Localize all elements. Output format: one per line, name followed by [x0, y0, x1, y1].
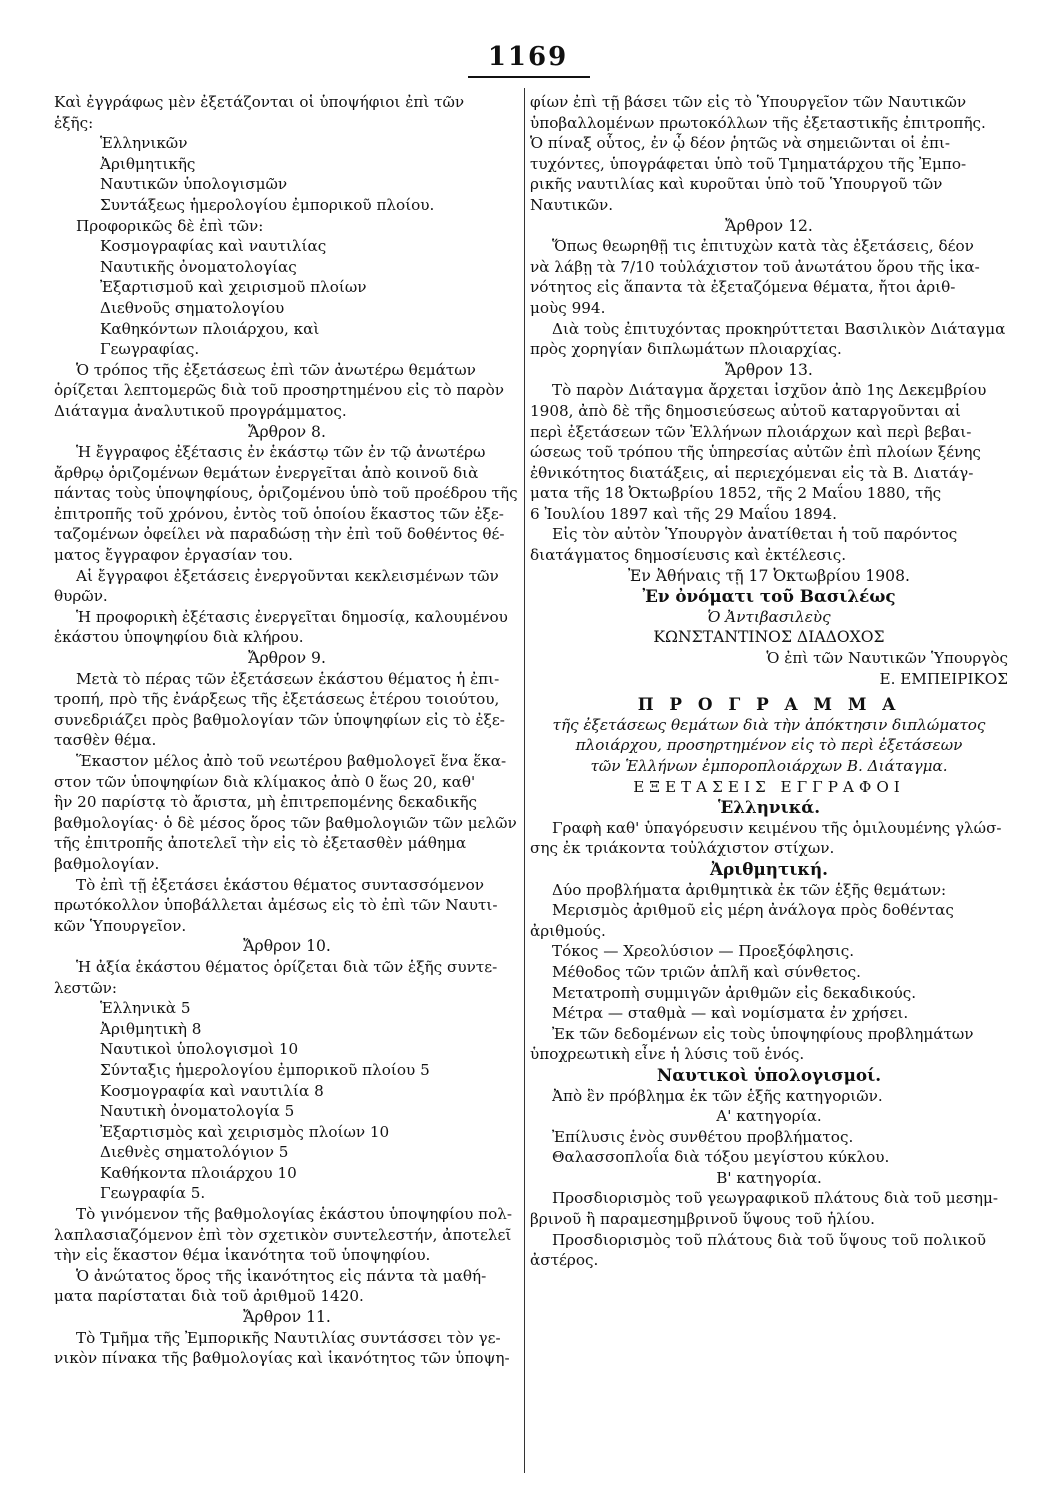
left-column-line: Ὁ τρόπος τῆς ἐξετάσεως ἐπὶ τῶν ἀνωτέρω θεμάτων — [76, 360, 476, 379]
left-column-line: ἑκάστου ὑποψηφίου διὰ κλήρου. — [54, 628, 304, 647]
right-column-line: 1908, ἀπὸ δὲ τῆς δημοσιεύσεως αὐτοῦ καταργοῦνται αἱ — [530, 401, 961, 420]
right-column-line: Μέτρα — σταθμὰ — καὶ νομίσματα ἐν χρήσει. — [552, 1004, 909, 1023]
left-column-line: Ἄρθρον 10. — [243, 937, 331, 956]
left-column-line: Ἐξαρτισμὸς καὶ χειρισμὸς πλοίων 10 — [100, 1122, 390, 1141]
right-column-line: Μερισμὸς ἀριθμοῦ εἰς μέρη ἀνάλογα πρὸς δοθέντας — [552, 901, 954, 920]
right-column-line: ἐθνικότητος διατάξεις, αἱ περιεχόμεναι εἰς τὰ Β. Διατάγ- — [530, 463, 974, 482]
left-column-line: Ἡ ἔγγραφος ἐξέτασις ἐν ἑκάστῳ τῶν ἐν τῷ ἀνωτέρω — [76, 443, 486, 462]
left-column-line: βαθμολογίας· ὁ δὲ μέσος ὅρος τῶν βαθμολογιῶν τῶν μελῶν — [54, 813, 517, 832]
left-column-line: λεστῶν: — [54, 978, 117, 997]
page-number-underline — [468, 76, 590, 78]
left-column-line: στον τῶν ὑποψηφίων διὰ κλίμακος ἀπὸ 0 ἕως 20, καθ' — [54, 772, 476, 791]
column-divider — [524, 88, 525, 1473]
left-column-line: ταζομένων ὀφείλει νὰ παραδώσῃ τὴν ἐπὶ τοῦ δοθέντος θέ- — [54, 525, 505, 544]
page-number: 1169 — [487, 42, 569, 72]
right-column-line: ώσεως τοῦ τρόπου τῆς ὑπηρεσίας αὐτῶν ἐπὶ πλοίων ξένης — [530, 443, 981, 462]
left-column-line: Ὁ ἀνώτατος ὅρος τῆς ἱκανότητος εἰς πάντα τὰ μαθή- — [76, 1266, 487, 1285]
right-column-line: Ναυτικοὶ ὑπολογισμοί. — [656, 1064, 882, 1085]
right-column-line: ΕΞΕΤΑΣΕΙΣ ΕΓΓΡΑΦΟΙ — [633, 777, 905, 796]
right-column-line: Δύο προβλήματα ἀριθμητικὰ ἐκ τῶν ἑξῆς θεμάτων: — [552, 880, 947, 899]
left-column-line: ἄρθρῳ ὁριζομένων θεμάτων ἐνεργεῖται ἀπὸ κοινοῦ διὰ — [54, 463, 479, 482]
right-column-line: Ἀπὸ ἓν πρόβλημα ἐκ τῶν ἑξῆς κατηγοριῶν. — [552, 1086, 883, 1105]
left-column-line: Τὸ γινόμενον τῆς βαθμολογίας ἑκάστου ὑποψηφίου πολ- — [76, 1205, 513, 1224]
left-column-line: Ἑλληνικῶν — [100, 134, 188, 153]
right-column-line: ὑποβαλλομένων πρωτοκόλλων τῆς ἐξεταστικῆς ἐπιτροπῆς. — [530, 113, 986, 132]
left-column-line: Ἡ προφορικὴ ἐξέτασις ἐνεργεῖται δημοσίᾳ, καλουμένου — [76, 607, 508, 626]
right-column-line: Εἰς τὸν αὐτὸν Ὑπουργὸν ἀνατίθεται ἡ τοῦ παρόντος — [552, 525, 958, 544]
left-column-line: λαπλασιαζόμενον ἐπὶ τὸν σχετικὸν συντελεστήν, ἀποτελεῖ — [54, 1225, 512, 1244]
right-column-line: Β' κατηγορία. — [716, 1168, 822, 1187]
left-column-line: Μετὰ τὸ πέρας τῶν ἐξετάσεων ἑκάστου θέματος ἡ ἐπι- — [76, 669, 500, 688]
left-column-line: Καὶ ἐγγράφως μὲν ἐξετάζονται οἱ ὑποψήφιοι ἐπὶ τῶν — [54, 93, 465, 111]
right-column-line: πρὸς χορηγίαν διπλωμάτων πλοιαρχίας. — [530, 340, 842, 359]
right-column-line: ἀριθμούς. — [530, 921, 606, 940]
left-column-line: Τὸ Τμῆμα τῆς Ἐμπορικῆς Ναυτιλίας συντάσσει τὸν γε- — [76, 1328, 501, 1347]
left-column-line: Γεωγραφίας. — [100, 340, 200, 359]
left-column-line: τασθὲν θέμα. — [54, 731, 157, 750]
right-column-line: Διὰ τοὺς ἐπιτυχόντας προκηρύττεται Βασιλικὸν Διάταγμα — [552, 319, 1006, 338]
right-column-line: Ναυτικῶν. — [530, 195, 614, 214]
left-column-line: Κοσμογραφία καὶ ναυτιλία 8 — [100, 1081, 324, 1100]
left-column-line: Ναυτικῆς ὀνοματολογίας — [100, 257, 297, 276]
left-column-line: πρωτόκολλον ὑποβάλλεται ἀμέσως εἰς τὸ ἐπὶ τῶν Ναυτι- — [54, 896, 498, 915]
right-column-line: ΚΩΝΣΤΑΝΤΙΝΟΣ ΔΙΑΔΟΧΟΣ — [653, 628, 885, 647]
right-column-line: ματα τῆς 18 Ὀκτωβρίου 1852, τῆς 2 Μαΐου 1880, τῆς — [530, 484, 942, 503]
right-column-line: Ἐν ὀνόματι τοῦ Βασιλέως — [642, 586, 896, 607]
right-column-line: νὰ λάβῃ τὰ 7/10 τοὐλάχιστον τοῦ ἀνωτάτου ὅρου τῆς ἱκα- — [530, 257, 980, 276]
left-column-line: Ναυτικῶν ὑπολογισμῶν — [100, 175, 288, 194]
left-column-line: ὁρίζεται λεπτομερῶς διὰ τοῦ προσηρτημένου εἰς τὸ παρὸν — [54, 381, 504, 400]
right-column-line: Μέθοδος τῶν τριῶν ἁπλῆ καὶ σύνθετος. — [552, 962, 861, 981]
left-column-line: νικὸν πίνακα τῆς βαθμολογίας καὶ ἱκανότητος τῶν ὑποψη- — [54, 1349, 510, 1368]
left-column-line: Καθηκόντων πλοιάρχου, καὶ — [100, 319, 320, 338]
right-text-column — [530, 92, 1008, 1271]
left-column-line: Συντάξεως ἡμερολογίου ἐμπορικοῦ πλοίου. — [100, 195, 435, 214]
left-column-line: Καθήκοντα πλοιάρχου 10 — [100, 1163, 297, 1182]
right-column-line: Α' κατηγορία. — [716, 1107, 822, 1126]
left-column-line: Αἱ ἔγγραφοι ἐξετάσεις ἐνεργοῦνται κεκλεισμένων τῶν — [76, 566, 499, 585]
right-column-line: Ε. ΕΜΠΕΙΡΙΚΟΣ — [879, 669, 1008, 688]
right-column-line: Ὅπως θεωρηθῇ τις ἐπιτυχὼν κατὰ τὰς ἐξετάσεις, δέον — [552, 237, 974, 256]
right-column-line: Ἄρθρον 13. — [725, 360, 813, 379]
left-column-line: Σύνταξις ἡμερολογίου ἐμπορικοῦ πλοίου 5 — [100, 1060, 430, 1079]
left-column-line: Διεθνὲς σηματολόγιον 5 — [100, 1143, 289, 1162]
right-column-line: πλοιάρχου, προσηρτημένον εἰς τὸ περὶ ἐξετάσεων — [575, 736, 963, 755]
right-column-line: Π Ρ Ο Γ Ρ Α Μ Μ Α — [637, 694, 901, 715]
left-column-line: Κοσμογραφίας καὶ ναυτιλίας — [100, 237, 327, 256]
right-column-line: ρικῆς ναυτιλίας καὶ κυροῦται ὑπὸ τοῦ Ὑπουργοῦ τῶν — [530, 175, 943, 194]
right-column-line: Ἄρθρον 12. — [725, 216, 813, 235]
right-column-line: Προσδιορισμὸς τοῦ γεωγραφικοῦ πλάτους διὰ τοῦ μεσημ- — [552, 1189, 998, 1208]
left-column-line: ἐπιτροπῆς τοῦ χρόνου, ἐντὸς τοῦ ὁποίου ἕκαστος τῶν ἐξε- — [54, 504, 504, 523]
left-column-line: Ἐξαρτισμοῦ καὶ χειρισμοῦ πλοίων — [100, 278, 367, 297]
right-column-line: Ὁ πίναξ οὗτος, ἐν ᾧ δέον ῥητῶς νὰ σημειῶνται οἱ ἐπι- — [530, 134, 951, 153]
right-column-line: μοὺς 994. — [530, 298, 606, 317]
left-column-line: ἑξῆς: — [54, 113, 94, 132]
left-column-line: Ἕκαστον μέλος ἀπὸ τοῦ νεωτέρου βαθμολογεῖ ἕνα ἕκα- — [76, 752, 507, 770]
right-column-line: ὑποχρεωτικὴ εἶνε ἡ λύσις τοῦ ἑνός. — [530, 1045, 805, 1064]
right-column-line: διατάγματος δημοσίευσις καὶ ἐκτέλεσις. — [530, 546, 847, 565]
right-column-line: βρινοῦ ἢ παραμεσημβρινοῦ ὕψους τοῦ ἡλίου. — [530, 1210, 875, 1229]
left-column-line: συνεδριάζει πρὸς βαθμολογίαν τῶν ὑποψηφίων εἰς τὸ ἐξε- — [54, 710, 505, 729]
left-column-line: ματος ἔγγραφον ἐργασίαν του. — [54, 546, 293, 565]
left-column-line: Προφορικῶς δὲ ἐπὶ τῶν: — [76, 216, 264, 235]
right-column-line: Ἑλληνικά. — [717, 797, 821, 818]
left-column-line: τροπή, πρὸ τῆς ἐνάρξεως τῆς ἐξετάσεως ἑτέρου τοιούτου, — [54, 690, 500, 709]
left-column-line: Διεθνοῦς σηματολογίου — [100, 298, 285, 317]
left-column-line: βαθμολογίαν. — [54, 854, 160, 873]
left-column-line: Ναυτικὴ ὀνοματολογία 5 — [100, 1102, 295, 1121]
left-column-line: Ἄρθρον 8. — [248, 422, 326, 441]
left-column-line: Ἑλληνικὰ 5 — [100, 999, 191, 1018]
right-column-line: Ἀριθμητική. — [709, 858, 828, 879]
right-column-line: Ὁ ἐπὶ τῶν Ναυτικῶν Ὑπουργὸς — [766, 649, 1008, 668]
left-column-line: τὴν εἰς ἕκαστον θέμα ἱκανότητα τοῦ ὑποψηφίου. — [54, 1246, 431, 1265]
right-column-line: Τόκος — Χρεολύσιον — Προεξόφλησις. — [552, 942, 855, 961]
left-column-line: Γεωγραφία 5. — [100, 1184, 206, 1203]
left-column-line: τῆς ἐπιτροπῆς ἀποτελεῖ τὴν εἰς τὸ ἐξετασθὲν μάθημα — [54, 834, 467, 853]
left-column-line: πάντας τοὺς ὑποψηφίους, ὁριζομένου ὑπὸ τοῦ προέδρου τῆς — [54, 484, 518, 503]
right-column-line: ἀστέρος. — [530, 1251, 599, 1270]
right-column-line: Θαλασσοπλοΐα διὰ τόξου μεγίστου κύκλου. — [552, 1148, 890, 1167]
right-column-line: σης ἐκ τριάκοντα τοὐλάχιστον στίχων. — [530, 839, 835, 858]
right-column-line: 6 Ἰουλίου 1897 καὶ τῆς 29 Μαΐου 1894. — [530, 504, 838, 523]
right-column-line: Προσδιορισμὸς τοῦ πλάτους διὰ τοῦ ὕψους τοῦ πολικοῦ — [552, 1230, 986, 1249]
right-column-line: περὶ ἐξετάσεων τῶν Ἑλλήνων πλοιάρχων καὶ περὶ βεβαι- — [530, 422, 972, 441]
right-column-line: Γραφὴ καθ' ὑπαγόρευσιν κειμένου τῆς ὁμιλουμένης γλώσ- — [552, 818, 1002, 837]
right-column-line: Ὁ Ἀντιβασιλεὺς — [707, 607, 831, 626]
left-column-line: Ναυτικοὶ ὑπολογισμοὶ 10 — [100, 1040, 299, 1059]
left-column-line: Ἀριθμητικῆς — [100, 154, 196, 173]
left-column-line: κῶν Ὑπουργεῖον. — [54, 916, 187, 935]
left-column-line: θυρῶν. — [54, 587, 108, 606]
left-column-line: Διάταγμα ἀναλυτικοῦ προγράμματος. — [54, 401, 347, 420]
right-column-line: φίων ἐπὶ τῇ βάσει τῶν εἰς τὸ Ὑπουργεῖον τῶν Ναυτικῶν — [530, 93, 967, 111]
right-column-line: νότητος εἰς ἅπαντα τὰ ἐξεταζόμενα θέματα, ἤτοι ἀριθ- — [530, 278, 956, 297]
left-column-line: ματα παρίσταται διὰ τοῦ ἀριθμοῦ 1420. — [54, 1287, 364, 1306]
left-text-column — [54, 92, 520, 1369]
left-column-line: Ἄρθρον 11. — [243, 1308, 331, 1327]
right-column-line: Μετατροπὴ συμμιγῶν ἀριθμῶν εἰς δεκαδικούς. — [552, 983, 917, 1002]
right-column-line: Τὸ παρὸν Διάταγμα ἄρχεται ἰσχῦον ἀπὸ 1ης Δεκεμβρίου — [552, 381, 987, 400]
right-column-line: Ἐπίλυσις ἑνὸς συνθέτου προβλήματος. — [552, 1127, 854, 1146]
left-column-line: Ἡ ἀξία ἑκάστου θέματος ὁρίζεται διὰ τῶν ἑξῆς συντε- — [76, 957, 498, 976]
right-column-line: τυχόντες, ὑπογράφεται ὑπὸ τοῦ Τμηματάρχου τῆς Ἐμπο- — [530, 154, 967, 173]
right-column-line: Ἐκ τῶν δεδομένων εἰς τοὺς ὑποψηφίους προβλημάτων — [552, 1024, 974, 1043]
left-column-line: Ἄρθρον 9. — [248, 649, 326, 668]
right-column-line: τῶν Ἑλλήνων ἐμποροπλοιάρχων Β. Διάταγμα. — [590, 757, 948, 775]
right-column-line: τῆς ἐξετάσεως θεμάτων διὰ τὴν ἀπόκτησιν διπλώματος — [552, 715, 986, 734]
left-column-line: Ἀριθμητικὴ 8 — [100, 1019, 202, 1038]
left-column-line: Τὸ ἐπὶ τῇ ἐξετάσει ἑκάστου θέματος συντασσόμενον — [76, 875, 485, 894]
right-column-line: Ἐν Ἀθήναις τῇ 17 Ὀκτωβρίου 1908. — [628, 566, 910, 585]
left-column-line: ἣν 20 παρίστᾳ τὸ ἄριστα, μὴ ἐπιτρεπομένης δεκαδικῆς — [54, 793, 478, 812]
